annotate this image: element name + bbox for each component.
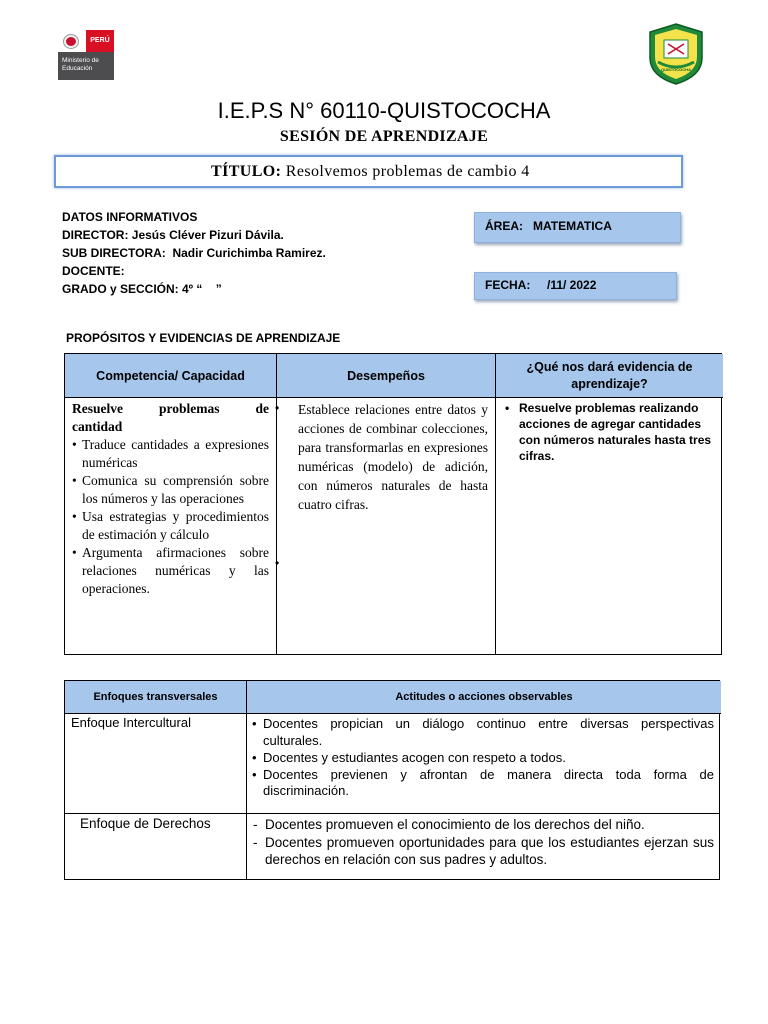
column-divider <box>495 398 496 654</box>
session-title: SESIÓN DE APRENDIZAJE <box>279 128 489 145</box>
school-title: I.E.P.S N° 60110-QUISTOCOCHA <box>217 98 551 123</box>
header-actitudes: Actitudes o acciones observables <box>246 681 721 714</box>
header-desempenos: Desempeños <box>276 354 495 398</box>
column-divider <box>246 714 247 879</box>
list-item: • Usa estrategias y procedimientos de estimación y cálculo <box>72 508 269 544</box>
list-item: • Docentes y estudiantes acogen con respeto a todos. <box>251 750 714 767</box>
header-enfoques: Enfoques transversales <box>65 681 246 714</box>
docente-line: DOCENTE: <box>62 264 125 278</box>
list-item: • Docentes previenen y afrontan de manera directa toda forma de discriminación. <box>251 767 714 800</box>
header-competencia: Competencia/ Capacidad <box>65 354 276 398</box>
column-divider <box>275 398 280 654</box>
datos-informativos <box>62 208 326 298</box>
peru-seal-icon <box>64 35 78 48</box>
competencia-title-cont: cantidad <box>72 419 123 434</box>
subdirectora-line: SUB DIRECTORA: Nadir Curichimba Ramirez. <box>62 246 326 260</box>
logo-ministry: Ministerio de Educación <box>58 52 114 80</box>
minedu-logo <box>58 30 114 80</box>
title-value: Resolvemos problemas de cambio 4 <box>285 163 530 180</box>
list-item: - Docentes promueven el conocimiento de los derechos del niño. <box>251 816 714 834</box>
enfoques-table <box>64 680 720 880</box>
propositos-heading: PROPÓSITOS Y EVIDENCIAS DE APRENDIZAJE <box>66 331 341 345</box>
list-item: • Traduce cantidades a expresiones numéricas <box>72 436 269 472</box>
logo-country: PERÚ <box>86 30 114 52</box>
enfoque-intercultural: Enfoque Intercultural <box>71 715 191 730</box>
derechos-actions <box>251 816 714 869</box>
desempeno-cell: Establece relaciones entre datos y acciones de combinar colecciones, para transformarlas en expresiones numéricas (modelo) de adición, con números naturales de hasta cuatro cifras. <box>298 402 488 512</box>
school-crest-icon <box>646 22 706 86</box>
enfoque-derechos: Enfoque de Derechos <box>80 816 211 831</box>
header-evidencia: ¿Qué nos dará evidencia de aprendizaje? <box>495 354 723 398</box>
director-line: DIRECTOR: Jesús Cléver Pizuri Dávila. <box>62 228 284 242</box>
title-box <box>54 155 683 188</box>
area-box: ÁREA: MATEMATICA <box>474 212 681 243</box>
competencia-cell <box>72 400 269 598</box>
list-item: • Comunica su comprensión sobre los números y las operaciones <box>72 472 269 508</box>
row-divider <box>65 813 719 814</box>
competencia-title: Resuelve problemas de <box>72 401 269 416</box>
bullet-icon: • <box>275 401 280 415</box>
list-item: • Docentes propician un diálogo continuo entre diversas perspectivas culturales. <box>251 716 714 749</box>
crest-label: QUISTOCOCHA <box>661 67 691 72</box>
datos-heading: DATOS INFORMATIVOS <box>62 210 198 224</box>
list-item: • Argumenta afirmaciones sobre relaciones numéricas y las operaciones. <box>72 544 269 598</box>
intercultural-actions <box>251 716 714 800</box>
fecha-box: FECHA: /11/ 2022 <box>474 272 677 300</box>
list-item: - Docentes promueven oportunidades para que los estudiantes ejerzan sus derechos en relación con sus padres y adultos. <box>251 834 714 869</box>
grado-line: GRADO y SECCIÓN: 4º “ ” <box>62 282 222 296</box>
title-label: TÍTULO: <box>211 163 282 180</box>
capacidades-list <box>72 436 269 598</box>
bullet-icon: • <box>275 556 280 570</box>
evidencia-cell: • Resuelve problemas realizando acciones de agregar cantidades con números naturales hasta tres cifras. <box>503 400 717 464</box>
propositos-table <box>64 353 722 655</box>
